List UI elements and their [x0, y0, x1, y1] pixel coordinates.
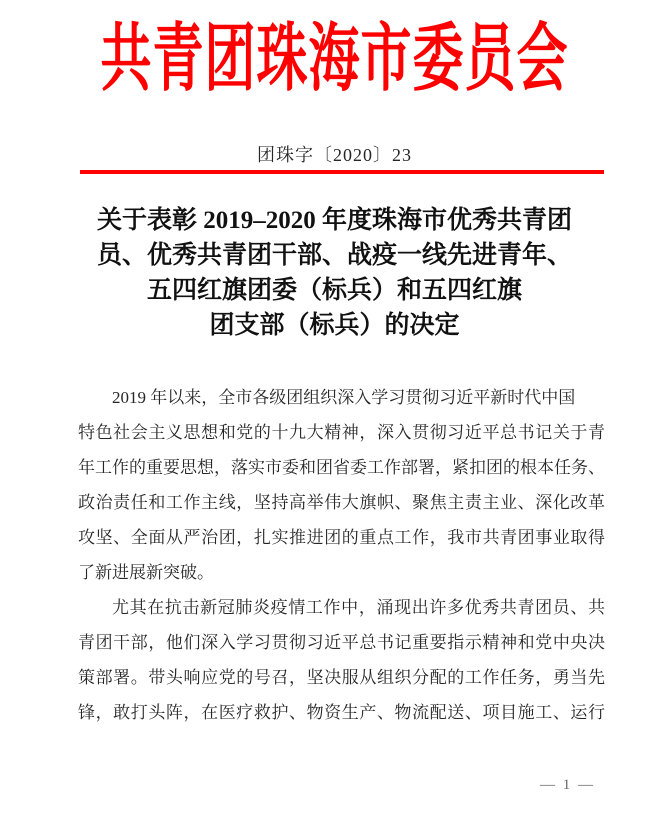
document-body: [78, 380, 605, 730]
document-title: [40, 203, 629, 343]
red-divider-line: [80, 170, 604, 174]
body-line: 年工作的重要思想，落实市委和团省委工作部署，紧扣团的根本任务、: [78, 458, 605, 477]
body-line: 尤其在抗击新冠肺炎疫情工作中，涌现出许多优秀共青团员、共: [112, 598, 605, 617]
body-line: 政治责任和工作主线，坚持高举伟大旗帜、聚焦主责主业、深化改革: [78, 493, 605, 512]
body-line: 青团干部，他们深入学习贯彻习近平总书记重要指示精神和党中央决: [78, 633, 605, 652]
body-line: 了新进展新突破。: [78, 563, 214, 582]
title-line: 员、优秀共青团干部、战疫一线先进青年、: [96, 242, 572, 269]
body-line: 2019 年以来，全市各级团组织深入学习贯彻习近平新时代中国: [112, 388, 576, 407]
title-line: 五四红旗团委（标兵）和五四红旗: [146, 277, 522, 304]
title-line: 团支部（标兵）的决定: [209, 312, 460, 339]
agency-masthead: 共青团珠海市委员会: [100, 19, 569, 101]
body-line: 锋，敢打头阵，在医疗救护、物资生产、物流配送、项目施工、运行: [78, 703, 605, 722]
page-number: — 1 —: [540, 777, 595, 793]
body-line: 攻坚、全面从严治团，扎实推进团的重点工作，我市共青团事业取得: [78, 528, 605, 547]
title-line: 关于表彰 2019–2020 年度珠海市优秀共青团: [96, 207, 572, 234]
document-number: 团珠字〔2020〕23: [257, 145, 412, 165]
body-line: 策部署。带头响应党的号召，坚决服从组织分配的工作任务，勇当先: [78, 668, 605, 687]
body-line: 特色社会主义思想和党的十九大精神，深入贯彻习近平总书记关于青: [78, 423, 605, 442]
